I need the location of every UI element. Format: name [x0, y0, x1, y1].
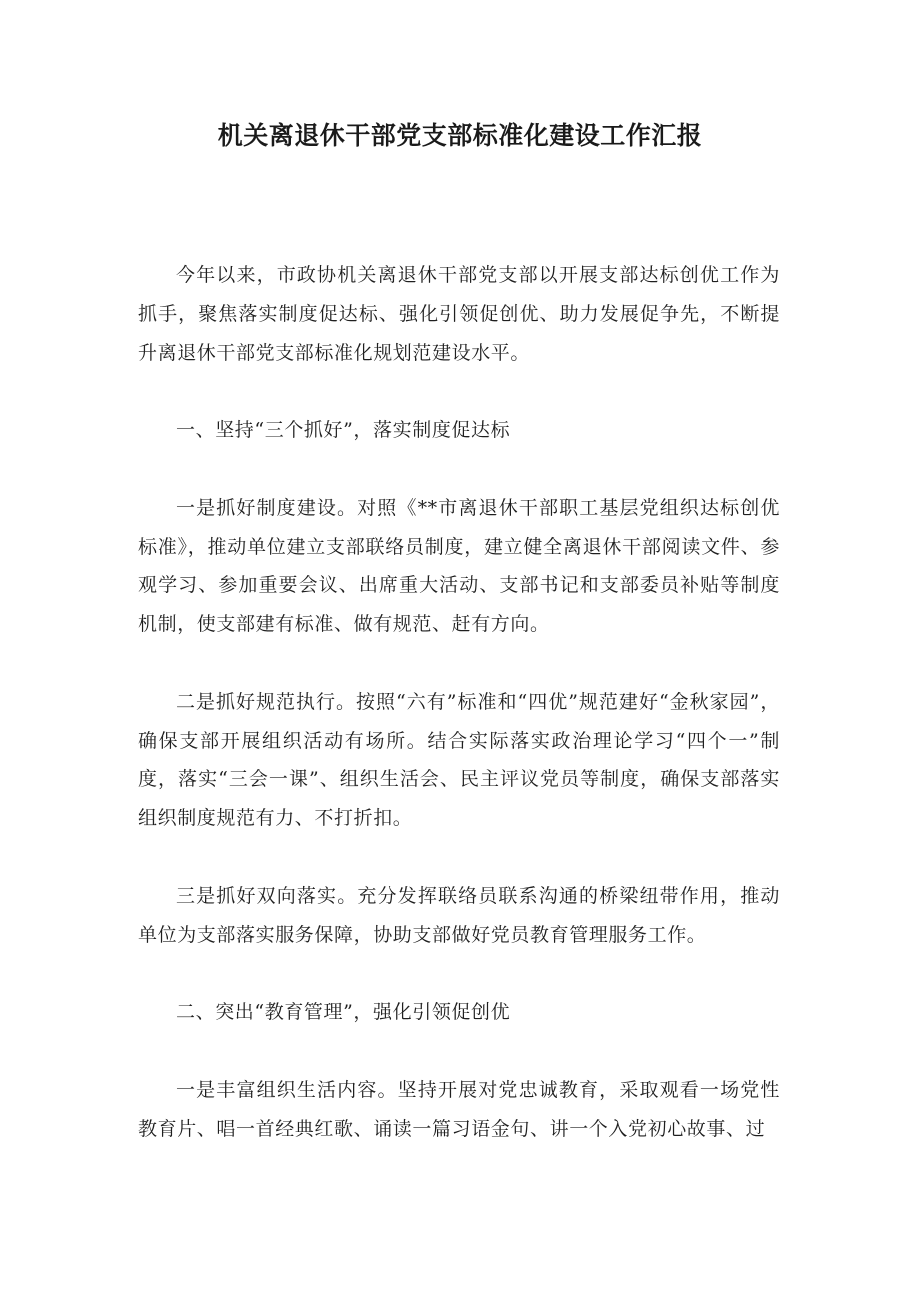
document-body	[138, 256, 780, 1187]
section-heading-1: 一、坚持“三个抓好”，落实制度促达标	[176, 419, 511, 442]
paragraph-organization-life: 一是丰富组织生活内容。坚持开展对党忠诚教育，采取观看一场党性教育片、唱一首经典红歌、诵读一篇习语金句、讲一个入党初心故事、过	[138, 1078, 780, 1140]
paragraph-two-way-implementation: 三是抓好双向落实。充分发挥联络员联系沟通的桥梁纽带作用，推动单位为支部落实服务保障，协助支部做好党员教育管理服务工作。	[138, 884, 780, 946]
intro-paragraph: 今年以来，市政协机关离退休干部党支部以开展支部达标创优工作为抓手，聚焦落实制度促达标、强化引领促创优、助力发展促争先，不断提升离退休干部党支部标准化规划范建设水平。	[138, 264, 780, 364]
paragraph-system-building: 一是抓好制度建设。对照《**市离退休干部职工基层党组织达标创优标准》，推动单位建立支部联络员制度，建立健全离退休干部阅读文件、参观学习、参加重要会议、出席重大活动、支部书记和支部委员补贴等制度机制，使支部建有标准、做有规范、赶有方向。	[138, 496, 780, 636]
paragraph-standard-execution: 二是抓好规范执行。按照“六有”标准和“四优”规范建好“金秋家园”，确保支部开展组织活动有场所。结合实际落实政治理论学习“四个一”制度，落实“三会一课”、组织生活会、民主评议党员等制度，确保支部落实组织制度规范有力、不打折扣。	[138, 690, 780, 830]
document-title: 机关离退休干部党支部标准化建设工作汇报	[217, 121, 703, 150]
section-heading-2: 二、突出“教育管理”，强化引领促创优	[176, 1001, 511, 1024]
